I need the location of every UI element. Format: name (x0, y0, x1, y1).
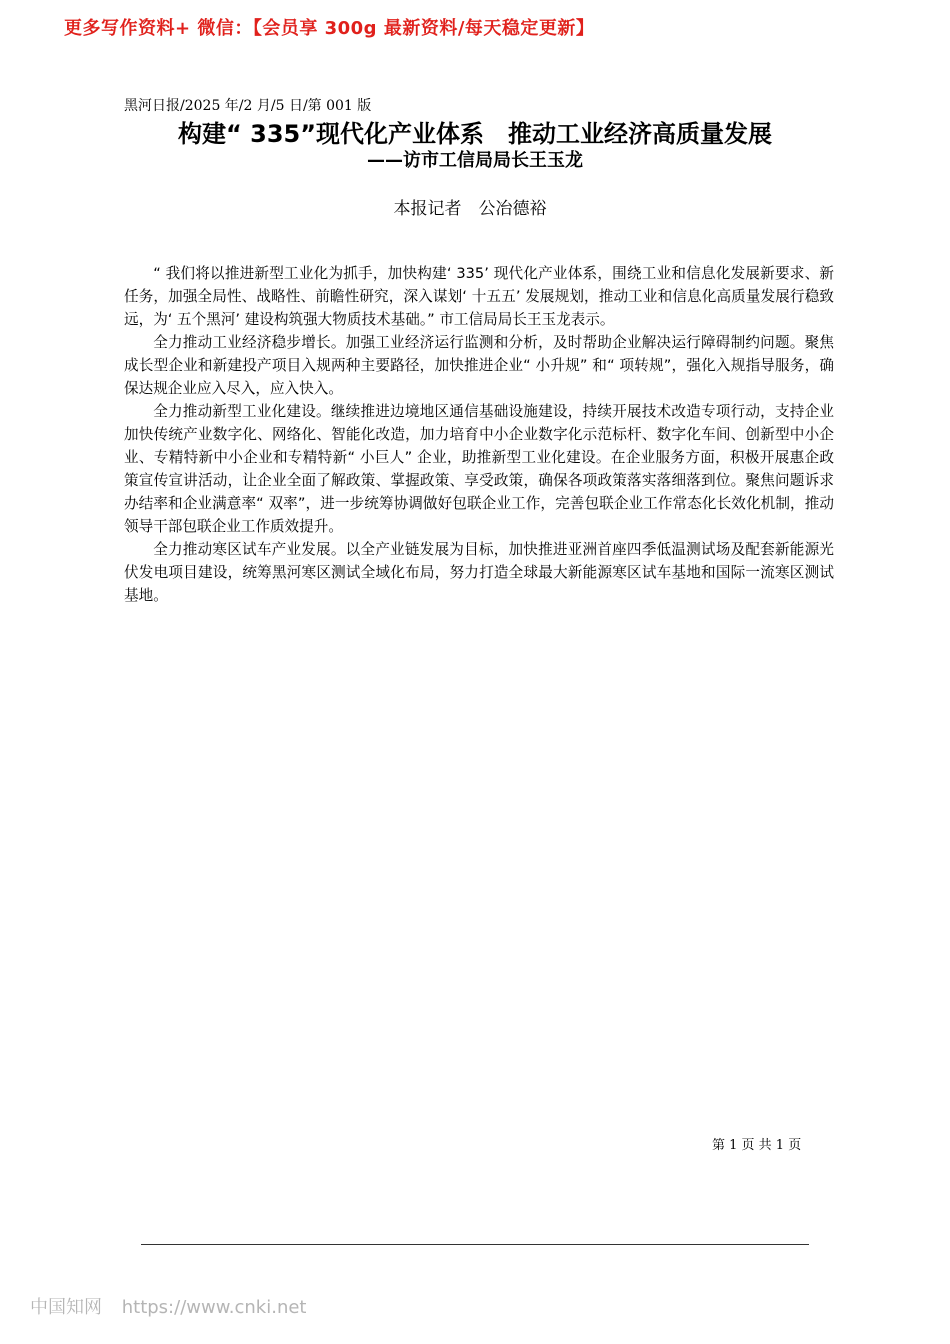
watermark-brand: 中国知网 (30, 1297, 102, 1318)
byline: 本报记者 公冶德裕 (393, 199, 547, 219)
paragraph: 全力推动工业经济稳步增长。加强工业经济运行监测和分析，及时帮助企业解决运行障碍制约问题。聚焦成长型企业和新建投产项目入规两种主要路径，加快推进企业“ 小升规” 和“ 项转规”，强化入规指导服务，确保达规企业应入尽入，应入快入。 (124, 334, 834, 397)
article-subtitle: ——访市工信局局长王玉龙 (367, 150, 583, 171)
article-title: 构建“ 335”现代化产业体系 推动工业经济高质量发展 (178, 120, 772, 148)
page-number: 第 1 页 共 1 页 (712, 1138, 802, 1153)
watermark-url: https://www.cnki.net (121, 1297, 307, 1318)
watermark (30, 1293, 306, 1319)
paragraph: “ 我们将以推进新型工业化为抓手，加快构建‘ 335’ 现代化产业体系，围绕工业和信息化发展新要求、新任务，加强全局性、战略性、前瞻性研究，深入谋划‘ 十五五’ 发展规划，推动工业和信息化高质量发展行稳致远，为‘ 五个黑河’ 建设构筑强大物质技术基础。” 市工信局局长王玉龙表示。 (124, 265, 834, 328)
footer-divider (141, 1244, 809, 1245)
paragraph: 全力推动寒区试车产业发展。以全产业链发展为目标，加快推进亚洲首座四季低温测试场及配套新能源光伏发电项目建设，统筹黑河寒区测试全域化布局，努力打造全球最大新能源寒区试车基地和国际一流寒区测试基地。 (124, 541, 834, 604)
promo-banner: 更多写作资料+ 微信：【会员享 300g 最新资料/每天稳定更新】 (64, 18, 595, 39)
source-line: 黑河日报/2025 年/2 月/5 日/第 001 版 (124, 98, 372, 114)
paragraph: 全力推动新型工业化建设。继续推进边境地区通信基础设施建设，持续开展技术改造专项行动，支持企业加快传统产业数字化、网络化、智能化改造，加力培育中小企业数字化示范标杆、数字化车间、创新型中小企业、专精特新中小企业和专精特新“ 小巨人” 企业，助推新型工业化建设。在企业服务方面，积极开展惠企政策宣传宣讲活动，让企业全面了解政策、掌握政策、享受政策，确保各项政策落实落细落到位。聚焦问题诉求办结率和企业满意率“ 双率”，进一步统筹协调做好包联企业工作，完善包联企业工作常态化长效化机制，推动领导干部包联企业工作质效提升。 (124, 403, 834, 535)
article-body (124, 262, 834, 607)
